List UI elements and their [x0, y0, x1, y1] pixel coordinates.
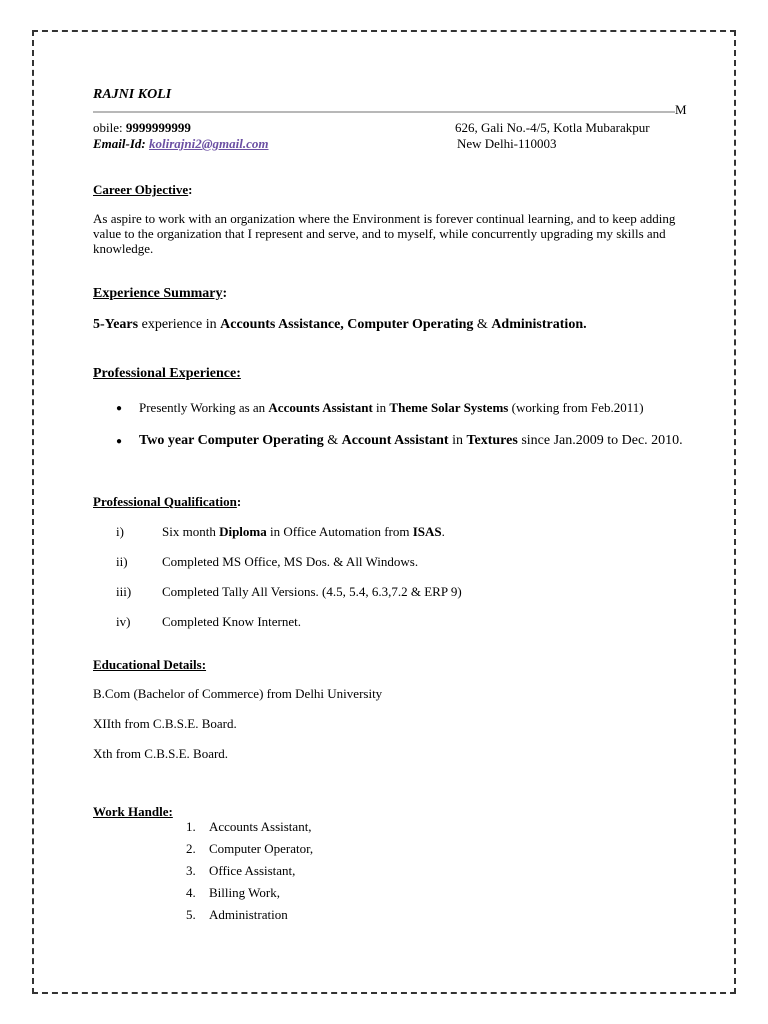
work-number: 3. — [186, 863, 196, 878]
exp2-post: since Jan.2009 to Dec. 2010. — [517, 433, 683, 448]
address-line-2: New Delhi-110003 — [457, 136, 557, 151]
qualification-number: ii) — [116, 554, 128, 569]
career-objective-heading — [93, 182, 193, 198]
work-item-1: Accounts Assistant, — [209, 819, 312, 834]
email-label: Email-Id: — [93, 136, 146, 151]
exp2-role: Two year Computer Operating — [139, 433, 324, 448]
qualification-heading — [93, 494, 241, 510]
experience-item-1 — [139, 400, 644, 416]
exp-years: 5-Years — [93, 317, 139, 332]
header-rule — [93, 111, 675, 113]
qualification-item-4: Completed Know Internet. — [162, 614, 301, 629]
career-objective-text: As aspire to work with an organization where the Environment is forever continual learning, and to keep adding value to the organization that I represent and serve, and to myself, while concurrently upgrading my skills and knowledge. — [93, 211, 676, 256]
exp2-company: Textures — [466, 433, 518, 448]
exp-amp: & — [473, 317, 492, 332]
page-border — [32, 30, 736, 994]
exp1-company: Theme Solar Systems — [389, 400, 509, 415]
qual1-mid: in Office Automation from — [266, 524, 413, 539]
qualification-item-2: Completed MS Office, MS Dos. & All Windows. — [162, 554, 419, 569]
qualification-number: iii) — [116, 584, 132, 599]
exp-heading-colon: : — [222, 286, 228, 301]
exp1-post: (working from Feb.2011) — [508, 400, 644, 415]
work-item-3: Office Assistant, — [209, 863, 296, 878]
career-heading-colon: : — [188, 182, 193, 197]
exp-admin: Administration. — [491, 317, 587, 332]
candidate-name: RAJNI KOLI — [93, 87, 172, 102]
work-number: 5. — [186, 907, 196, 922]
work-handle-heading: Work Handle: — [93, 804, 173, 819]
education-item-1: B.Com (Bachelor of Commerce) from Delhi University — [93, 686, 383, 701]
qual-heading-colon: : — [236, 494, 242, 509]
exp-areas: Accounts Assistance, Computer Operating — [220, 317, 474, 332]
work-number: 2. — [186, 841, 196, 856]
exp-heading-text: Experience Summary — [93, 286, 223, 301]
mobile-label: obile: — [93, 120, 123, 135]
exp2-role2: Account Assistant — [341, 433, 449, 448]
education-heading: Educational Details: — [93, 657, 207, 672]
education-item-2: XIIth from C.B.S.E. Board. — [93, 716, 237, 731]
work-item-4: Billing Work, — [209, 885, 280, 900]
work-item-2: Computer Operator, — [209, 841, 314, 856]
work-item-5: Administration — [209, 907, 288, 922]
qualification-item-1 — [162, 524, 445, 540]
qualification-number: i) — [116, 524, 124, 539]
email-line — [93, 136, 269, 152]
qualification-item-3: Completed Tally All Versions. (4.5, 5.4, 6.3,7.2 & ERP 9) — [162, 584, 462, 599]
qual1-post: . — [441, 524, 445, 539]
experience-summary-heading — [93, 286, 227, 302]
exp1-pre: Presently Working as an — [139, 400, 269, 415]
exp2-amp: & — [323, 433, 342, 448]
professional-experience-heading: Professional Experience: — [93, 366, 241, 381]
work-number: 1. — [186, 819, 196, 834]
bullet-icon: ● — [116, 436, 123, 447]
education-item-3: Xth from C.B.S.E. Board. — [93, 746, 229, 761]
experience-item-2 — [139, 432, 699, 449]
qual1-bold: Diploma — [219, 524, 267, 539]
experience-summary-text — [93, 317, 587, 333]
email-link[interactable]: kolirajni2@gmail.com — [148, 136, 269, 151]
qual1-pre: Six month — [162, 524, 220, 539]
exp1-mid: in — [372, 400, 390, 415]
career-heading-text: Career Objective — [93, 182, 189, 197]
header-trailing-letter: M — [675, 102, 687, 117]
address-line-1: 626, Gali No.-4/5, Kotla Mubarakpur — [455, 120, 650, 135]
bullet-icon: ● — [116, 403, 123, 414]
mobile-line — [93, 120, 191, 136]
qual-heading-text: Professional Qualification — [93, 494, 237, 509]
qualification-number: iv) — [116, 614, 131, 629]
exp1-role: Accounts Assistant — [268, 400, 373, 415]
mobile-value: 9999999999 — [125, 120, 191, 135]
exp2-mid: in — [448, 433, 467, 448]
qual1-bold2: ISAS — [412, 524, 442, 539]
work-number: 4. — [186, 885, 196, 900]
exp-mid: experience in — [138, 317, 221, 332]
